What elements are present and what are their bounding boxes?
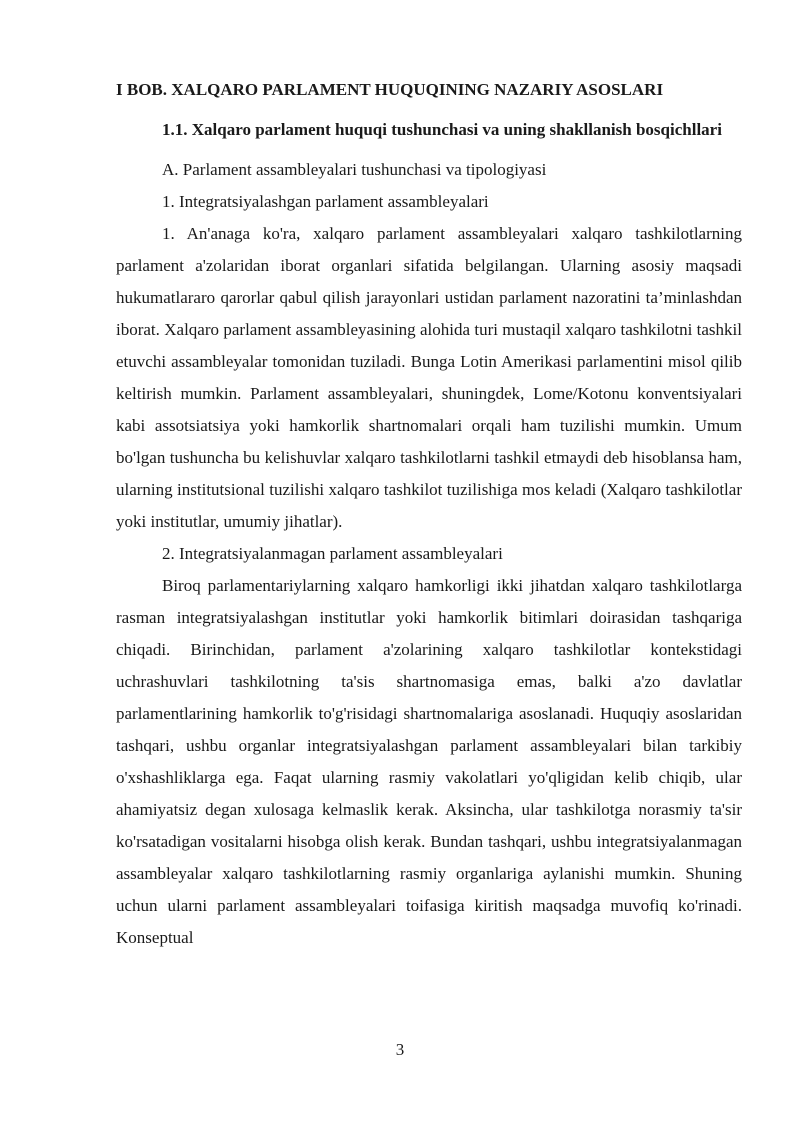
paragraph-non-integrated: Biroq parlamentariylarning xalqaro hamkorligi ikki jihatdan xalqaro tashkilotlarga rasman integratsiyalashgan institutlar yoki hamkorlik bitimlari doirasidan tashqariga chiqadi. Birinchidan, parlament a'zolarining xalqaro tashkilotlar kontekstidagi uchrashuvlari tashkilotning ta'sis shartnomasiga emas, balki a'zo davlatlar parlamentlarining hamkorlik to'g'risidagi shartnomalariga asoslanadi. Huquqiy asoslaridan tashqari, ushbu organlar integratsiyalashgan parlament assambleyalari bilan tarkibiy o'xshashliklarga ega. Faqat ularning rasmiy vakolatlari yo'qligidan kelib chiqib, ular ahamiyatsiz degan xulosaga kelmaslik kerak. Aksincha, ular tashkilotga norasmiy ta'sir ko'rsatadigan vositalarni hisobga olish kerak. Bundan tashqari, ushbu integratsiyalanmagan assambleyalar xalqaro tashkilotlarning rasmiy organlariga aylanishi mumkin. Shuning uchun ularni parlament assambleyalari toifasiga kiritish maqsadga muvofiq ko'rinadi. Konseptual [116, 576, 742, 947]
subheading-integrated: 1. Integratsiyalashgan parlament assambleyalari [162, 192, 489, 211]
chapter-title: I BOB. XALQARO PARLAMENT HUQUQINING NAZARIY ASOSLARI [116, 80, 664, 99]
section-title: 1.1. Xalqaro parlament huquqi tushunchasi va uning shakllanish bosqichllari [162, 120, 722, 139]
subheading-a: A. Parlament assambleyalari tushunchasi va tipologiyasi [162, 160, 547, 179]
page-number: 3 [395, 1040, 405, 1059]
document-page [116, 74, 742, 954]
subheading-non-integrated: 2. Integratsiyalanmagan parlament assambleyalari [162, 544, 503, 563]
paragraph-integrated: 1. An'anaga ko'ra, xalqaro parlament assambleyalari xalqaro tashkilotlarning parlament a'zolaridan iborat organlari sifatida belgilangan. Ularning asosiy maqsadi hukumatlararo qarorlar qabul qilish jarayonlari ustidan parlament nazoratini ta’minlashdan iborat. Xalqaro parlament assambleyasining alohida turi mustaqil xalqaro tashkilotni tashkil etuvchi assambleyalar tomonidan tuziladi. Bunga Lotin Amerikasi parlamentini misol qilib keltirish mumkin. Parlament assambleyalari, shuningdek, Lome/Kotonu konventsiyalari kabi assotsiatsiya yoki hamkorlik shartnomalari orqali ham tuzilishi mumkin. Umum bo'lgan tushuncha bu kelishuvlar xalqaro tashkilotlarni tashkil etmaydi deb hisoblansa ham, ularning institutsional tuzilishi xalqaro tashkilot tuzilishiga mos keladi (Xalqaro tashkilotlar yoki institutlar, umumiy jihatlar). [116, 224, 742, 531]
